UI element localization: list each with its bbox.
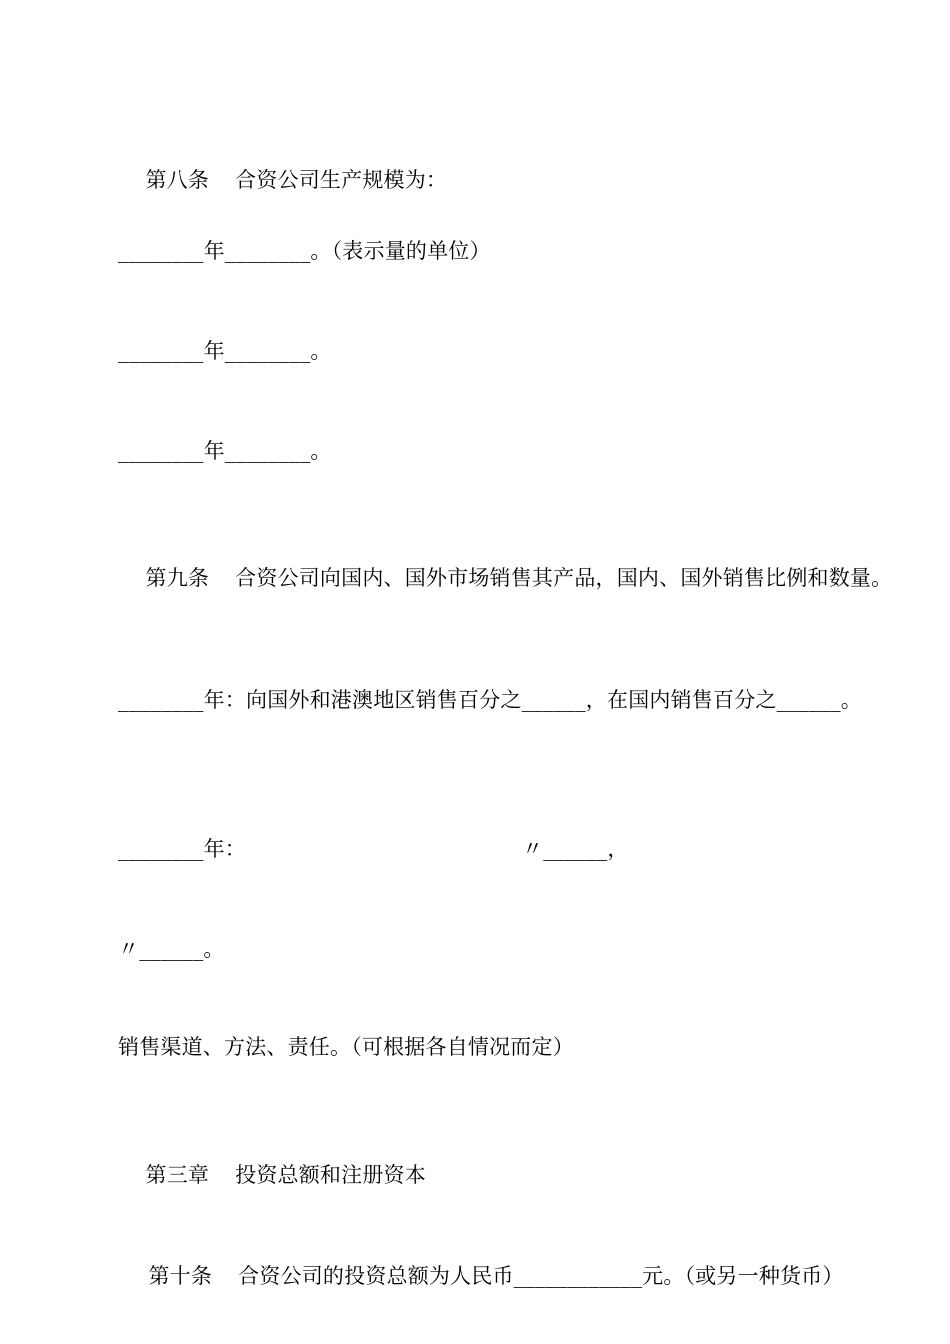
article-9-text: 合资公司向国内、国外市场销售其产品，国内、国外销售比例和数量。	[235, 566, 893, 590]
article-9-line	[118, 536, 892, 620]
article-8-line	[118, 138, 447, 222]
article-10-heading: 第十条	[148, 1264, 213, 1288]
article-8-year-line-2: ________年________。	[118, 339, 332, 363]
chapter-3-text: 投资总额和注册资本	[235, 1163, 426, 1187]
article-9-sales-line-2-left: ________年：	[118, 837, 246, 861]
chapter-3-heading: 第三章	[145, 1163, 210, 1187]
article-8-heading: 第八条	[145, 168, 210, 192]
article-8-year-line-3: ________年________。	[118, 439, 332, 463]
article-9-sales-line-1: ________年：向国外和港澳地区销售百分之______，在国内销售百分之______。	[118, 688, 862, 712]
article-10-line	[121, 1234, 844, 1318]
article-8-year-line-1: ________年________。（表示量的单位）	[118, 239, 491, 263]
article-10-text: 合资公司的投资总额为人民币____________元。（或另一种货币）	[238, 1264, 844, 1288]
article-9-sales-line-3: 〃______。	[118, 937, 225, 961]
chapter-3-title	[118, 1133, 426, 1217]
article-9-heading: 第九条	[145, 566, 210, 590]
article-9-sales-line-2-right: 〃______，	[522, 837, 629, 861]
article-8-text: 合资公司生产规模为：	[235, 168, 448, 192]
sales-channels-line: 销售渠道、方法、责任。（可根据各自情况而定）	[118, 1035, 574, 1059]
